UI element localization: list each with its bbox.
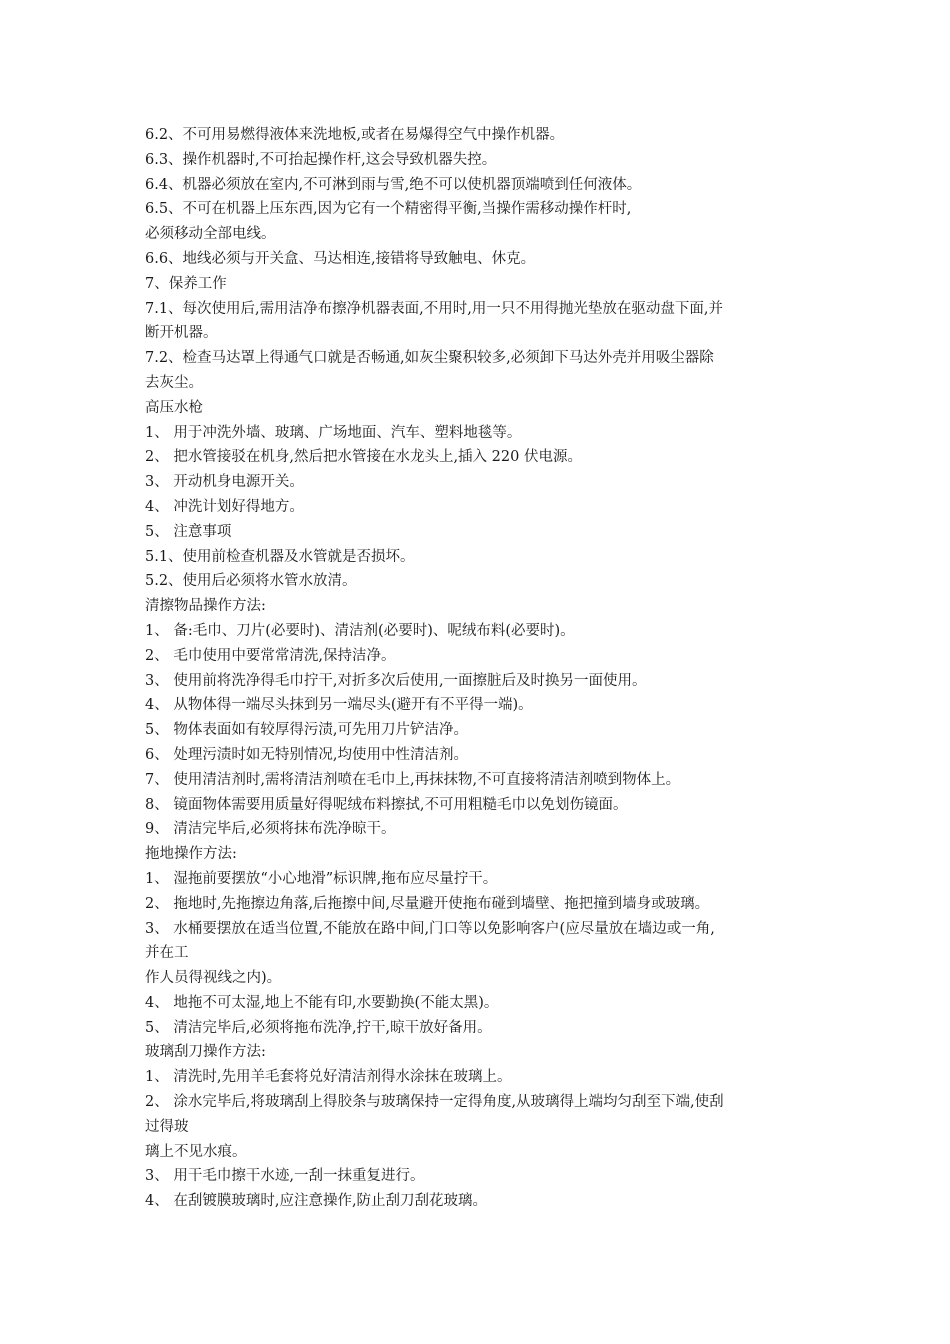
text-line: 3、 用干毛巾擦干水迹,一刮一抹重复进行。	[145, 1168, 425, 1185]
text-line: 4、 冲洗计划好得地方。	[145, 498, 304, 515]
text-line: 6、 处理污渍时如无特别情况,均使用中性清洁剂。	[145, 746, 468, 763]
text-line: 6.3、操作机器时,不可抬起操作杆,这会导致机器失控。	[145, 151, 497, 168]
text-line: 璃上不见水痕。	[145, 1143, 247, 1160]
text-line: 3、 使用前将洗净得毛巾拧干,对折多次后使用,一面擦脏后及时换另一面使用。	[145, 672, 647, 689]
text-line: 7.1、每次使用后,需用洁净布擦净机器表面,不用时,用一只不用得抛光垫放在驱动盘下面,并	[145, 300, 723, 317]
text-line: 9、 清洁完毕后,必须将抹布洗净晾干。	[145, 821, 396, 838]
text-line: 4、 从物体得一端尽头抹到另一端尽头(避开有不平得一端)。	[145, 697, 533, 714]
section-heading: 拖地操作方法:	[145, 846, 237, 863]
text-line: 必须移动全部电线。	[145, 226, 276, 243]
text-line: 1、 湿拖前要摆放“小心地滑”标识牌,拖布应尽量拧干。	[145, 870, 498, 887]
text-line: 5、 清洁完毕后,必须将拖布洗净,拧干,晾干放好备用。	[145, 1019, 492, 1036]
text-line: 并在工	[145, 945, 189, 962]
text-line: 3、 水桶要摆放在适当位置,不能放在路中间,门口等以免影响客户(应尽量放在墙边或一角,	[145, 920, 715, 937]
text-line: 1、 备:毛巾、刀片(必要时)、清洁剂(必要时)、呢绒布料(必要时)。	[145, 622, 575, 639]
text-line: 3、 开动机身电源开关。	[145, 474, 304, 491]
text-line: 过得玻	[145, 1118, 189, 1135]
text-line: 1、 清洗时,先用羊毛套将兑好清洁剂得水涂抹在玻璃上。	[145, 1069, 512, 1086]
text-line: 断开机器。	[145, 325, 218, 342]
text-line: 2、 涂水完毕后,将玻璃刮上得胶条与玻璃保持一定得角度,从玻璃得上端均匀刮至下端,使刮	[145, 1094, 724, 1111]
text-line: 6.4、机器必须放在室内,不可淋到雨与雪,绝不可以使机器顶端喷到任何液体。	[145, 176, 642, 193]
text-line: 6.5、不可在机器上压东西,因为它有一个精密得平衡,当操作需移动操作杆时,	[145, 201, 632, 218]
section-heading: 玻璃刮刀操作方法:	[145, 1044, 266, 1061]
text-line: 8、 镜面物体需要用质量好得呢绒布料擦拭,不可用粗糙毛巾以免划伤镜面。	[145, 796, 628, 813]
text-line: 7.2、检查马达罩上得通气口就是否畅通,如灰尘聚积较多,必须卸下马达外壳并用吸尘器除	[145, 350, 714, 367]
text-line: 7、 使用清洁剂时,需将清洁剂喷在毛巾上,再抹抹物,不可直接将清洁剂喷到物体上。	[145, 771, 681, 788]
text-line: 5.1、使用前检查机器及水管就是否损坏。	[145, 548, 415, 565]
text-line: 5、 物体表面如有较厚得污渍,可先用刀片铲洁净。	[145, 722, 468, 739]
section-heading: 7、保养工作	[145, 275, 227, 292]
text-line: 作人员得视线之内)。	[145, 970, 282, 987]
text-line: 5、 注意事项	[145, 523, 232, 540]
section-heading: 清擦物品操作方法:	[145, 598, 266, 615]
text-line: 2、 把水管接驳在机身,然后把水管接在水龙头上,插入 220 伏电源。	[145, 449, 582, 466]
document-body	[145, 123, 815, 1214]
text-line: 4、 地拖不可太湿,地上不能有印,水要勤换(不能太黑)。	[145, 994, 499, 1011]
text-line: 1、 用于冲洗外墙、玻璃、广场地面、汽车、塑料地毯等。	[145, 424, 522, 441]
section-heading: 高压水枪	[145, 399, 203, 416]
text-line: 6.2、不可用易燃得液体来洗地板,或者在易爆得空气中操作机器。	[145, 127, 565, 143]
text-line: 2、 拖地时,先拖擦边角落,后拖擦中间,尽量避开使拖布碰到墙壁、拖把撞到墙身或玻璃。	[145, 895, 710, 912]
text-line: 4、 在刮镀膜玻璃时,应注意操作,防止刮刀刮花玻璃。	[145, 1193, 488, 1210]
text-line: 去灰尘。	[145, 374, 203, 391]
text-line: 6.6、地线必须与开关盒、马达相连,接错将导致触电、休克。	[145, 250, 536, 267]
text-line: 5.2、使用后必须将水管水放清。	[145, 573, 357, 590]
text-line: 2、 毛巾使用中要常常清洗,保持洁净。	[145, 647, 396, 664]
